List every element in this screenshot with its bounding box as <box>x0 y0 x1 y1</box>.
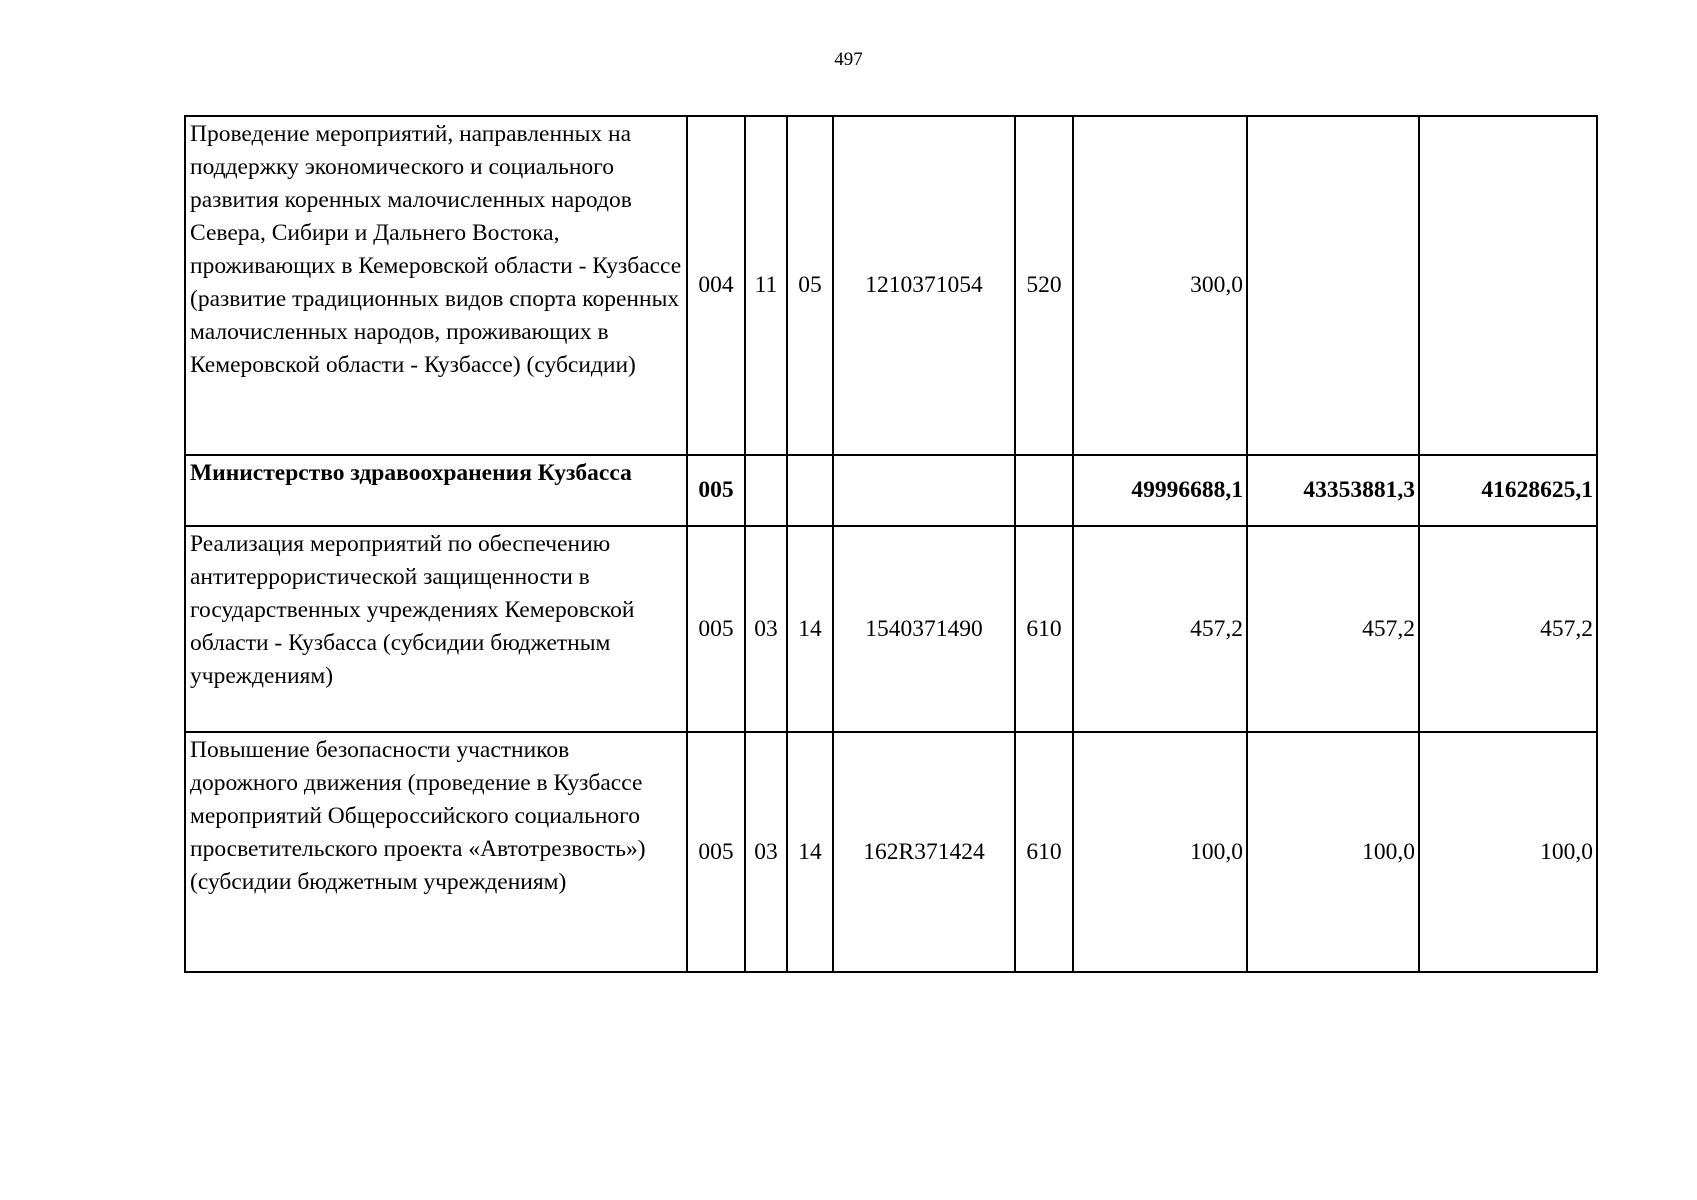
section-code: 03 <box>745 732 787 972</box>
amount-year-3: 100,0 <box>1419 732 1597 972</box>
table-row <box>185 526 1597 732</box>
expense-type-code: 610 <box>1015 732 1073 972</box>
amount-year-2: 100,0 <box>1247 732 1419 972</box>
amount-year-1: 100,0 <box>1073 732 1247 972</box>
subsection-code: 14 <box>787 526 833 732</box>
page-number: 497 <box>834 49 863 70</box>
table-row <box>185 455 1597 526</box>
subsection-code <box>787 455 833 526</box>
section-code: 11 <box>745 116 787 455</box>
target-article-code: 1540371490 <box>833 526 1015 732</box>
amount-year-2 <box>1247 116 1419 455</box>
row-description: Министерство здравоохранения Кузбасса <box>185 455 687 526</box>
amount-year-2: 457,2 <box>1247 526 1419 732</box>
row-description: Реализация мероприятий по обеспечению антитеррористической защищенности в государственных учреждениях Кемеровской области - Кузбасса (субсидии бюджетным учреждениям) <box>185 526 687 732</box>
ministry-code: 004 <box>687 116 745 455</box>
target-article-code: 162R371424 <box>833 732 1015 972</box>
amount-year-3: 41628625,1 <box>1419 455 1597 526</box>
ministry-code: 005 <box>687 455 745 526</box>
amount-year-1: 457,2 <box>1073 526 1247 732</box>
expense-type-code: 610 <box>1015 526 1073 732</box>
target-article-code: 1210371054 <box>833 116 1015 455</box>
section-code <box>745 455 787 526</box>
subsection-code: 05 <box>787 116 833 455</box>
expense-type-code <box>1015 455 1073 526</box>
section-code: 03 <box>745 526 787 732</box>
target-article-code <box>833 455 1015 526</box>
expense-type-code: 520 <box>1015 116 1073 455</box>
budget-table <box>184 115 1598 973</box>
amount-year-1: 300,0 <box>1073 116 1247 455</box>
row-description: Повышение безопасности участников дорожного движения (проведение в Кузбассе мероприятий Общероссийского социального просветительского проекта «Автотрезвость») (субсидии бюджетным учреждениям) <box>185 732 687 972</box>
table-row <box>185 116 1597 455</box>
subsection-code: 14 <box>787 732 833 972</box>
amount-year-3 <box>1419 116 1597 455</box>
amount-year-1: 49996688,1 <box>1073 455 1247 526</box>
row-description: Проведение мероприятий, направленных на поддержку экономического и социального развития коренных малочисленных народов Севера, Сибири и Дальнего Востока, проживающих в Кемеровской области - Кузбассе (развитие традиционных видов спорта коренных малочисленных народов, проживающих в Кемеровской области - Кузбассе) (субсидии) <box>185 116 687 455</box>
amount-year-3: 457,2 <box>1419 526 1597 732</box>
amount-year-2: 43353881,3 <box>1247 455 1419 526</box>
ministry-code: 005 <box>687 732 745 972</box>
ministry-code: 005 <box>687 526 745 732</box>
table-row <box>185 732 1597 972</box>
